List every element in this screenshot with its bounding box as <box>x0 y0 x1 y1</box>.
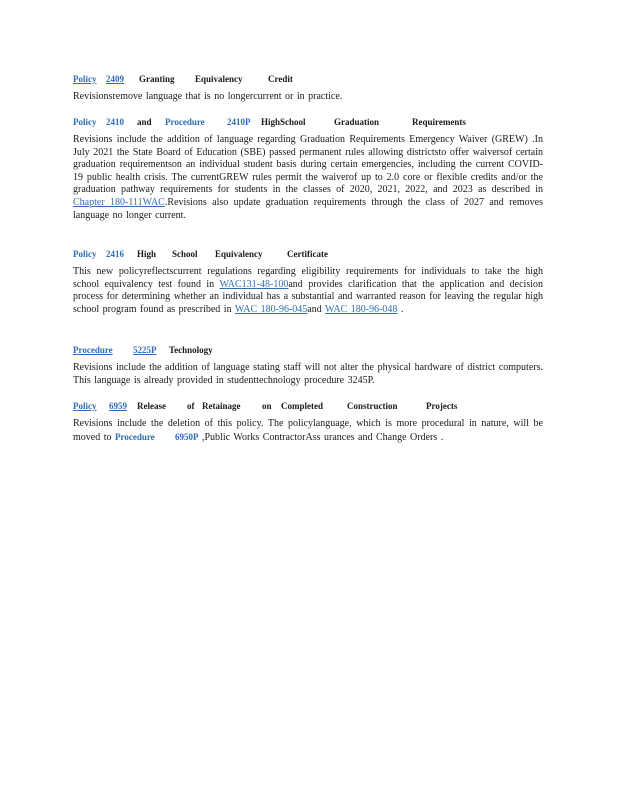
section-policy-2410 <box>73 116 543 222</box>
policy-link[interactable]: Policy <box>73 74 97 84</box>
heading-word: Granting <box>139 74 175 84</box>
policy-number: 2410 <box>106 117 124 127</box>
section-heading <box>73 344 543 356</box>
heading-word: High <box>137 249 157 259</box>
body-text: Revisions include the deletion of this policy. The policylanguage, which is more procedural in nature, will be moved to <box>73 418 543 443</box>
body-text: . <box>397 303 404 315</box>
chapter-180-111-wac-link[interactable]: Chapter 180-111WAC <box>73 196 165 208</box>
heading-word: Credit <box>268 74 293 84</box>
section-body <box>73 418 543 444</box>
heading-word: Completed <box>281 401 323 411</box>
section-body: Revisionsremove language that is no longercurrent or in practice. <box>73 91 343 102</box>
wac-131-48-100-link[interactable]: WAC131-48-100 <box>219 278 289 290</box>
body-text: This new policyreflectscurrent regulations regarding eligibility requirements for individuals to take the high school equivalency test found in <box>73 266 543 290</box>
section-heading <box>73 400 543 412</box>
policy-label: Policy <box>73 249 97 259</box>
procedure-link[interactable]: Procedure <box>73 345 113 355</box>
heading-word: of <box>187 401 195 411</box>
heading-word: Certificate <box>287 249 328 259</box>
heading-word: on <box>262 401 272 411</box>
body-text: and <box>307 303 326 315</box>
policy-number-link[interactable]: 2409 <box>106 74 124 84</box>
section-body: Revisions include the addition of language stating staff will not alter the physical hardware of district computers. This language is already provided in studenttechnology procedure 3245P. <box>73 362 543 386</box>
heading-word: Graduation <box>334 117 380 127</box>
section-policy-6959 <box>73 400 543 444</box>
body-text: .Revisions also update graduation requirements through the class of 2027 and removes language no longer current. <box>73 196 543 221</box>
heading-word: HighSchool <box>261 117 306 127</box>
heading-word: Equivalency <box>215 249 263 259</box>
section-procedure-5225p <box>73 344 543 387</box>
heading-word: Retainage <box>202 401 241 411</box>
body-text: and provides clarification that the application and decision process for determining whether an individual has a substantial and warranted reason for leaving the regular high school program found as prescribed in <box>73 278 543 315</box>
heading-word: Technology <box>169 345 213 355</box>
wac-180-96-045-link[interactable]: WAC 180-96-045 <box>234 303 308 315</box>
wac-180-96-048-link[interactable]: WAC 180-96-048 <box>325 303 398 315</box>
procedure-number-reference[interactable]: 6950P <box>175 431 199 442</box>
section-heading <box>73 248 543 260</box>
heading-word: Construction <box>347 401 398 411</box>
heading-word: Requirements <box>412 117 466 127</box>
heading-word: School <box>172 249 198 259</box>
procedure-number-link[interactable]: 5225P <box>133 345 157 355</box>
section-heading <box>73 73 543 85</box>
procedure-reference[interactable]: Procedure <box>115 431 155 442</box>
policy-link[interactable]: Policy <box>73 401 97 411</box>
section-policy-2416 <box>73 248 543 316</box>
policy-number: 2416 <box>106 249 124 259</box>
section-policy-2409 <box>73 73 543 104</box>
body-text: ,Public Works ContractorAss urances and Change Orders . <box>198 431 444 443</box>
policy-number-link[interactable]: 6959 <box>109 401 127 411</box>
section-body <box>73 134 543 222</box>
body-text: Revisions include the addition of language regarding Graduation Requirements Emergency Waiver (GREW) .In July 2021 the State Board of Education (SBE) passed permanent rules allowing districtsto offer waiversof certain graduation requirementson an individual student basis during certain emergencies, including the current COVID-19 public health crisis. The currentGREW rules permit the waiverof up to 2.0 core or flexible credits and/or the graduation pathway requirements for students in the classes of 2020, 2021, 2022, and 2023 as described in <box>73 134 543 196</box>
heading-word: Projects <box>426 401 458 411</box>
and-word: and <box>137 117 152 127</box>
procedure-number: 2410P <box>227 117 251 127</box>
heading-word: Release <box>137 401 166 411</box>
section-heading <box>73 116 543 128</box>
policy-label: Policy <box>73 117 97 127</box>
procedure-label: Procedure <box>165 117 205 127</box>
section-body <box>73 266 543 316</box>
heading-word: Equivalency <box>195 74 243 84</box>
